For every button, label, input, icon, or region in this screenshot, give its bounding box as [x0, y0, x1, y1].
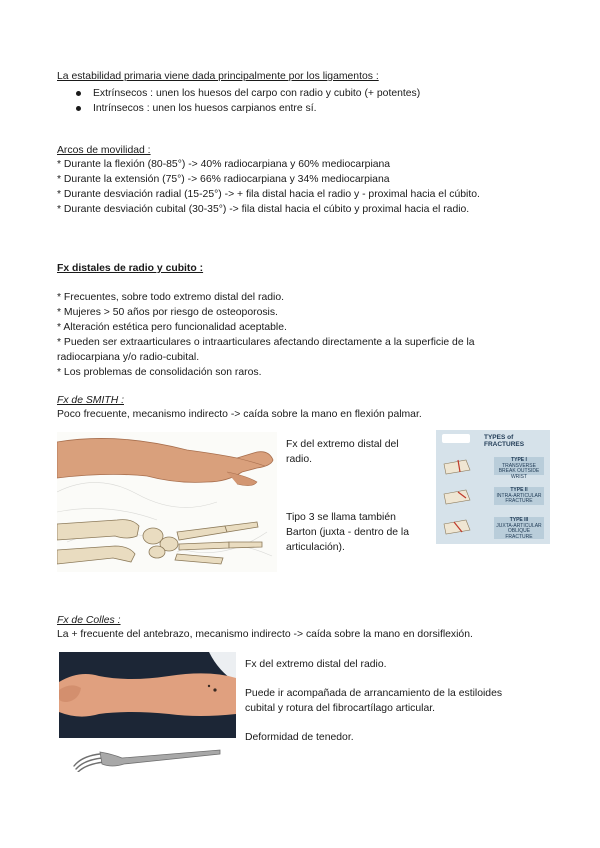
motion-line: * Durante la flexión (80-85°) -> 40% radiocarpiana y 60% mediocarpiana [57, 159, 391, 170]
distal-line: * Los problemas de consolidación son raros. [57, 367, 262, 378]
distal-line: radiocarpiana y/o radio-cubital. [57, 352, 200, 363]
distal-line: * Mujeres > 50 años por riesgo de osteoporosis. [57, 307, 278, 318]
panel-title: TYPES of FRACTURES [484, 434, 525, 448]
smith-caption-1: Fx del extremo distal del radio. [286, 439, 399, 465]
motion-heading: Arcos de movilidad : [57, 145, 151, 156]
list-item: Intrínsecos : unen los huesos carpianos entre sí. [76, 101, 420, 116]
smith-fracture-illustration [57, 432, 277, 572]
distal-line: * Pueden ser extraarticulares o intraarticulares afectando directamente a la superficie de la [57, 337, 475, 348]
fracture-types-panel [436, 430, 550, 544]
distal-line: * Alteración estética pero funcionalidad aceptable. [57, 322, 287, 333]
colles-paragraph: cubital y rotura del fibrocartílago articular. [245, 703, 436, 714]
ligaments-heading: La estabilidad primaria viene dada principalmente por los ligamentos : [57, 71, 379, 82]
type-2-badge: TYPE II INTRA-ARTICULAR FRACTURE [494, 487, 544, 505]
colles-paragraph: Deformidad de tenedor. [245, 732, 354, 743]
type-1-badge: TYPE I TRANSVERSE BREAK OUTSIDE WRIST [494, 457, 544, 475]
fork-illustration [72, 742, 222, 772]
smith-heading: Fx de SMITH : [57, 395, 124, 406]
ligaments-list [76, 86, 420, 116]
motion-line: * Durante desviación radial (15-25°) -> + fila distal hacia el radio y - proximal hacia el cúbito. [57, 189, 480, 200]
colles-paragraph: Puede ir acompañada de arrancamiento de la estiloides [245, 688, 503, 699]
distal-heading: Fx distales de radio y cubito : [57, 263, 204, 274]
motion-line: * Durante desviación cubital (30-35°) -> fila distal hacia el cúbito y proximal hacia el radio. [57, 204, 470, 215]
smith-description: Poco frecuente, mecanismo indirecto -> caída sobre la mano en flexión palmar. [57, 409, 422, 420]
colles-arm-photo [59, 652, 236, 738]
colles-paragraph: Fx del extremo distal del radio. [245, 659, 387, 670]
motion-lines [57, 157, 480, 217]
type-3-badge: TYPE III JUXTA-ARTICULAR OBLIQUE FRACTURE [494, 517, 544, 539]
distal-line: * Frecuentes, sobre todo extremo distal del radio. [57, 292, 284, 303]
motion-line: * Durante la extensión (75°) -> 66% radiocarpiana y 34% mediocarpiana [57, 174, 390, 185]
list-item: Extrínsecos : unen los huesos del carpo con radio y cubito (+ potentes) [76, 86, 420, 101]
colles-description: La + frecuente del antebrazo, mecanismo indirecto -> caída sobre la mano en dorsiflexión. [57, 629, 473, 640]
smith-caption-2: Tipo 3 se llama también Barton (juxta - dentro de la articulación). [286, 512, 410, 553]
colles-text [245, 657, 502, 745]
distal-lines [57, 290, 475, 380]
colles-heading: Fx de Colles : [57, 615, 121, 626]
